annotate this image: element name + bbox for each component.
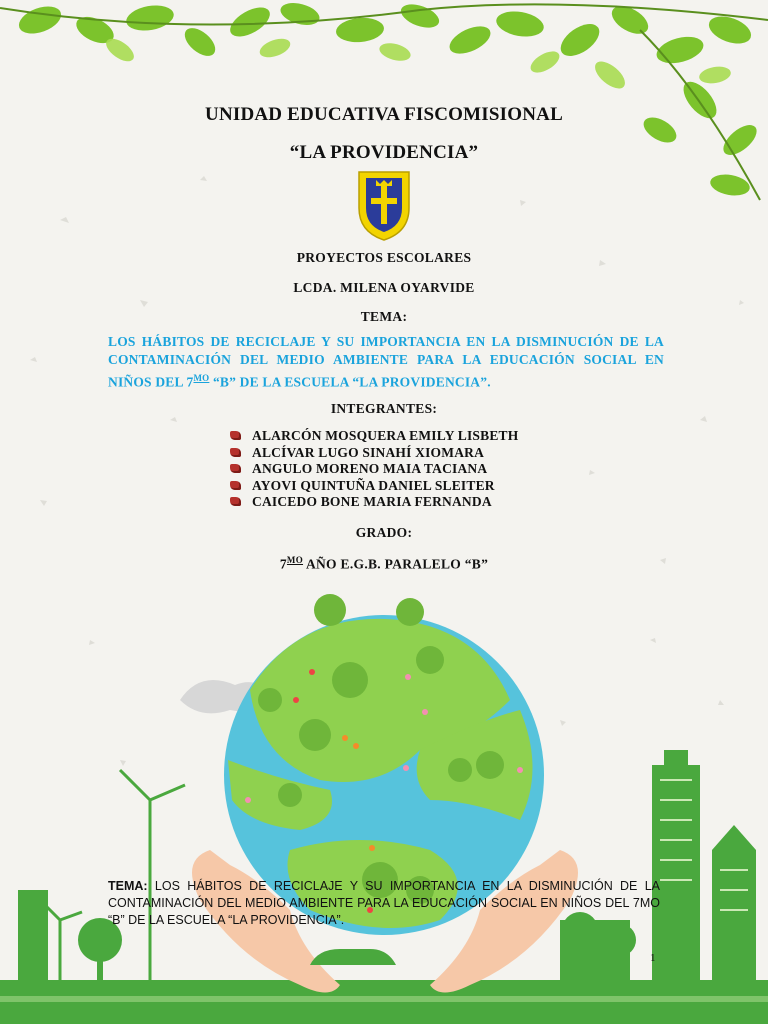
list-item	[230, 494, 518, 511]
tema-superscript: MO	[193, 373, 210, 383]
book-bullet-icon	[230, 497, 241, 506]
grade-number: 7	[279, 556, 287, 572]
projects-heading: PROYECTOS ESCOLARES	[296, 250, 472, 265]
members-label: INTEGRANTES:	[330, 401, 438, 416]
tema-text-part1: LOS HÁBITOS DE RECICLAJE Y SU IMPORTANCIA EN LA DISMINUCIÓN DE LA CONTAMINACIÓN DEL MEDIO AMBIENTE PARA LA EDUCACIÓN SOCIAL EN NIÑOS DEL 7	[108, 334, 664, 390]
member-name: CAICEDO BONE MARIA FERNANDA	[252, 494, 492, 509]
footer-tema	[108, 878, 660, 929]
members-list	[230, 428, 518, 511]
grade-label: GRADO:	[355, 525, 413, 540]
footer-tema-label: TEMA:	[108, 879, 148, 893]
page-number: 1	[650, 952, 656, 964]
list-item	[230, 461, 518, 478]
teacher-name: LCDA. MILENA OYARVIDE	[293, 280, 475, 295]
footer-tema-text: LOS HÁBITOS DE RECICLAJE Y SU IMPORTANCIA EN LA DISMINUCIÓN DE LA CONTAMINACIÓN DEL MEDIO AMBIENTE PARA LA EDUCACIÓN SOCIAL EN NIÑOS DEL 7MO “B” DE LA ESCUELA “LA PROVIDENCIA”.	[108, 879, 660, 927]
grade-superscript: MO	[286, 555, 304, 565]
school-shield-logo	[356, 168, 412, 242]
member-name: ANGULO MORENO MAIA TACIANA	[252, 461, 488, 476]
tema-label: TEMA:	[360, 309, 408, 324]
tema-text-part2: “B” DE LA ESCUELA “LA PROVIDENCIA”.	[209, 374, 491, 390]
member-name: ALCÍVAR LUGO SINAHÍ XIOMARA	[252, 444, 485, 460]
book-bullet-icon	[230, 431, 241, 440]
grade-rest: AÑO E.G.B. PARALELO “B”	[303, 556, 489, 572]
school-subname: “LA PROVIDENCIA”	[289, 142, 479, 163]
book-bullet-icon	[230, 464, 241, 473]
book-bullet-icon	[230, 481, 241, 490]
tema-title	[108, 333, 664, 392]
member-name: AYOVI QUINTUÑA DANIEL SLEITER	[252, 477, 495, 493]
list-item	[230, 478, 518, 495]
list-item	[230, 428, 518, 445]
grade-value	[0, 555, 768, 573]
member-name: ALARCÓN MOSQUERA EMILY LISBETH	[252, 428, 519, 443]
list-item	[230, 445, 518, 462]
school-name: UNIDAD EDUCATIVA FISCOMISIONAL	[205, 104, 563, 125]
book-bullet-icon	[230, 448, 241, 457]
